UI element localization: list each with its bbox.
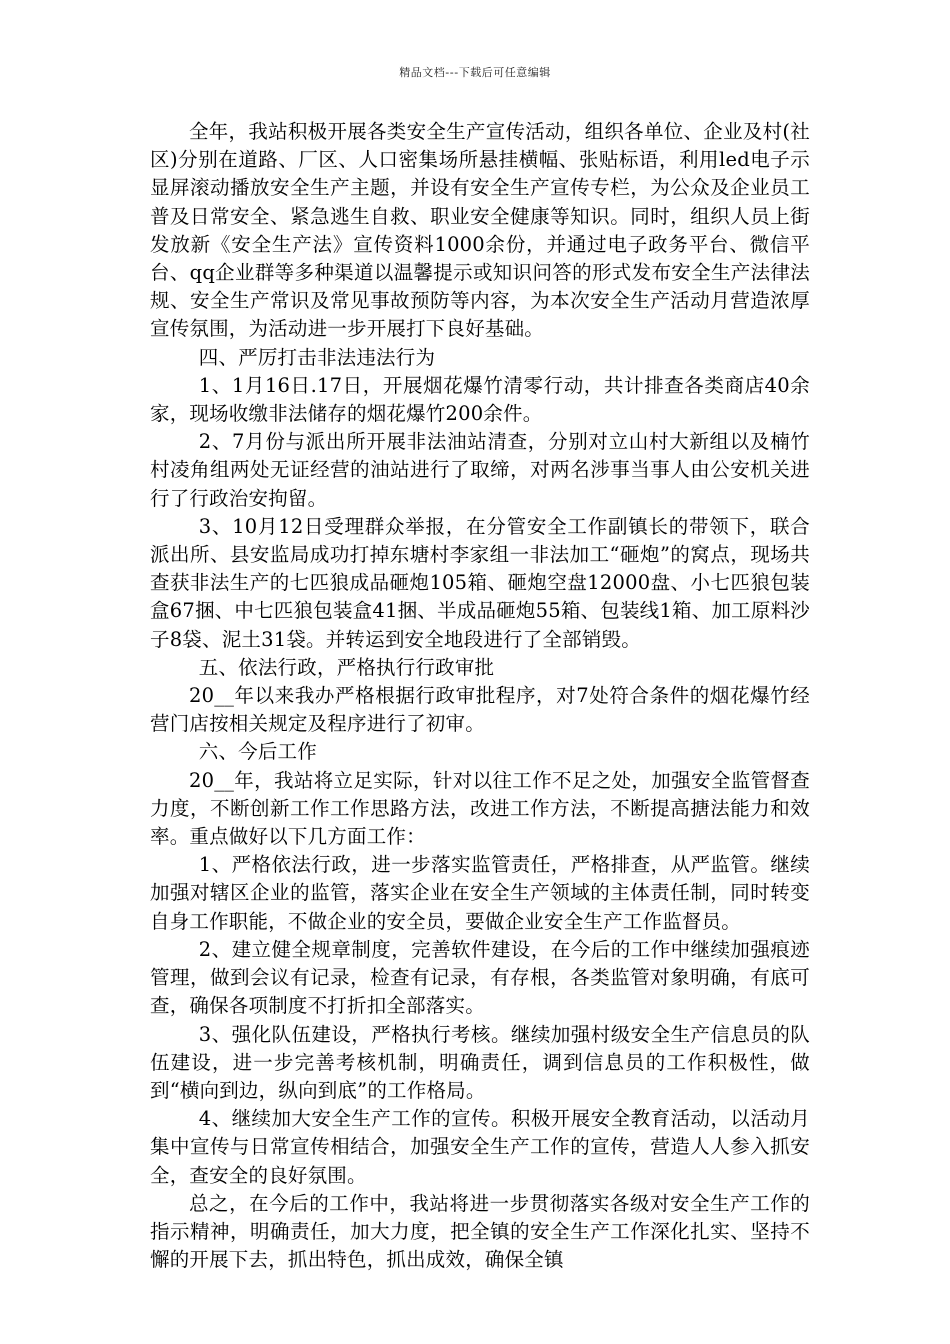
paragraph-approval: 20__年以来我办严格根据行政审批程序，对7处符合条件的烟花爆竹经营门店按相关规定及程序进行了初审。 xyxy=(150,684,810,736)
list-item-6-1: 1、严格依法行政，进一步落实监管责任，严格排查，从严监管。继续加强对辖区企业的监管，落实企业在安全生产领域的主体责任制，同时转变自身工作职能，不做企业的安全员，要做企业安全生产工作监督员。 xyxy=(150,853,810,933)
paragraph-future-intro: 20__年，我站将立足实际，针对以往工作不足之处，加强安全监管督查力度，不断创新工作工作思路方法，改进工作方法，不断提高搪法能力和效率。重点做好以下几方面工作： xyxy=(150,768,810,849)
section-heading-4: 四、严厉打击非法违法行为 xyxy=(198,345,436,369)
document-body xyxy=(150,118,810,1274)
section-heading-5: 五、依法行政，严格执行行政审批 xyxy=(198,655,495,679)
paragraph-conclusion: 总之，在今后的工作中，我站将进一步贯彻落实各级对安全生产工作的指示精神，明确责任，加大力度，把全镇的安全生产工作深化扎实、坚持不懈的开展下去，抓出特色，抓出成效，确保全镇 xyxy=(150,1191,810,1272)
list-item-6-2: 2、建立健全规章制度，完善软件建设，在今后的工作中继续加强痕迹管理，做到会议有记录，检查有记录，有存根，各类监管对象明确，有底可查，确保各项制度不打折扣全部落实。 xyxy=(150,937,810,1018)
page-header: 精品文档---下载后可任意编辑 xyxy=(399,66,551,79)
section-heading-6: 六、今后工作 xyxy=(198,740,317,764)
list-item-4-2: 2、7月份与派出所开展非法油站清查，分别对立山村大新组以及楠竹村凌角组两处无证经营的油站进行了取缔，对两名涉事当事人由公安机关进行了行政治安拘留。 xyxy=(150,430,810,510)
list-item-4-1: 1、1月16日.17日，开展烟花爆竹清零行动，共计排查各类商店40余家，现场收缴非法储存的烟花爆竹200余件。 xyxy=(150,373,810,426)
paragraph-publicity: 全年，我站积极开展各类安全生产宣传活动，组织各单位、企业及村(社区)分别在道路、厂区、人口密集场所悬挂横幅、张贴标语，利用led电子示显屏滚动播放安全生产主题，并设有安全生产宣传专栏，为公众及企业员工普及日常安全、紧急逃生自救、职业安全健康等知识。同时，组织人员上街发放新《安全生产法》宣传资料1000余份，并通过电子政务平台、微信平台、qq企业群等多种渠道以温馨提示或知识问答的形式发布安全生产法律法规、安全生产常识及常见事故预防等内容，为本次安全生产活动月营造浓厚宣传氛围，为活动进一步开展打下良好基础。 xyxy=(150,120,810,341)
list-item-6-4: 4、继续加大安全生产工作的宣传。积极开展安全教育活动，以活动月集中宣传与日常宣传相结合，加强安全生产工作的宣传，营造人人参入抓安全，查安全的良好氛围。 xyxy=(150,1107,810,1187)
list-item-4-3: 3、10月12日受理群众举报，在分管安全工作副镇长的带领下，联合派出所、县安监局成功打掉东塘村李家组一非法加工“砸炮”的窝点，现场共查获非法生产的七匹狼成品砸炮105箱、砸炮空盘12000盘、小七匹狼包装盒67捆、中七匹狼包装盒41捆、半成品砸炮55箱、包装线1箱、加工原料沙子8袋、泥土31袋。并转运到安全地段进行了全部销毁。 xyxy=(150,514,810,651)
list-item-6-3: 3、强化队伍建设，严格执行考核。继续加强村级安全生产信息员的队伍建设，进一步完善考核机制，明确责任，调到信息员的工作积极性，做到“横向到边，纵向到底”的工作格局。 xyxy=(150,1022,810,1102)
